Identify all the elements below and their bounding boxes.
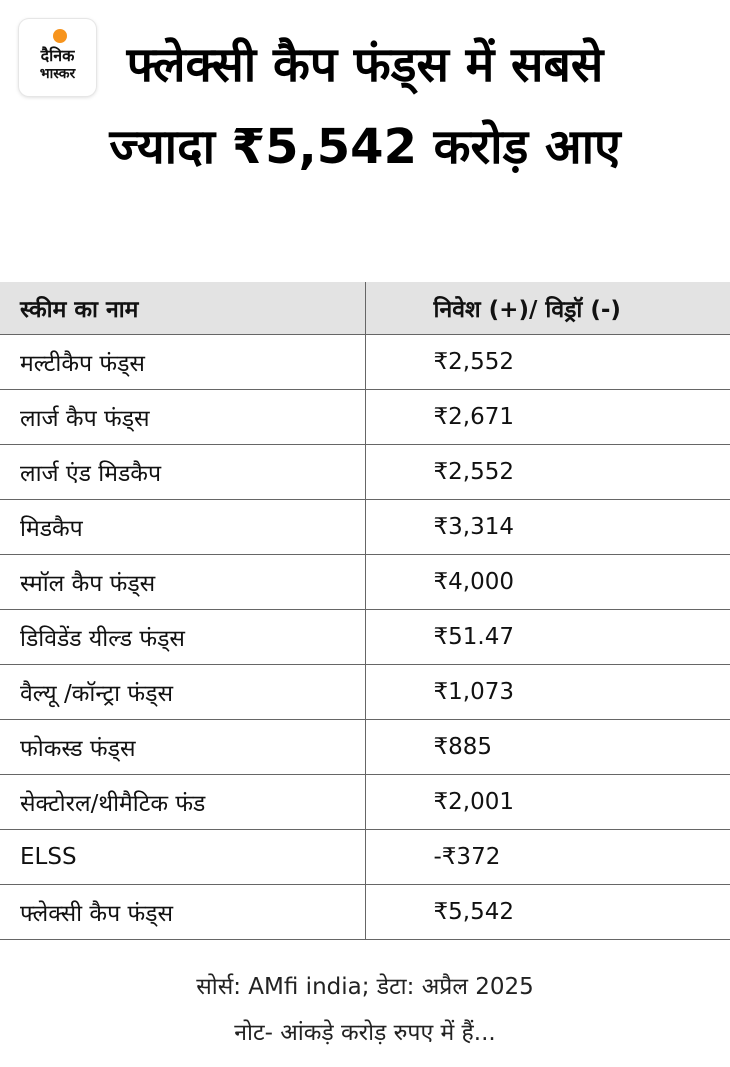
sun-icon <box>53 29 67 43</box>
scheme-name: सेक्टोरल/थीमैटिक फंड <box>0 775 365 830</box>
scheme-name: वैल्यू /कॉन्ट्रा फंड्स <box>0 665 365 720</box>
header <box>0 0 730 262</box>
source-line: सोर्स: AMfi india; डेटा: अप्रैल 2025 <box>196 974 534 1000</box>
column-header-scheme: स्कीम का नाम <box>0 282 365 335</box>
table-header-row <box>0 282 730 335</box>
investment-value: ₹2,552 <box>365 335 730 390</box>
scheme-name: डिविडेंड यील्ड फंड्स <box>0 610 365 665</box>
logo-text-line1: दैनिक <box>40 46 75 65</box>
investment-value: -₹372 <box>365 830 730 885</box>
scheme-name: ELSS <box>0 830 365 885</box>
scheme-name: फ्लेक्सी कैप फंड्स <box>0 885 365 940</box>
table-row <box>0 830 730 885</box>
scheme-name: लार्ज कैप फंड्स <box>0 390 365 445</box>
investment-value: ₹1,073 <box>365 665 730 720</box>
table-row <box>0 665 730 720</box>
investment-value: ₹885 <box>365 720 730 775</box>
investment-value: ₹2,001 <box>365 775 730 830</box>
investment-value: ₹3,314 <box>365 500 730 555</box>
column-header-investment: निवेश (+)/ विड्रॉ (-) <box>365 282 730 335</box>
investment-value: ₹4,000 <box>365 555 730 610</box>
investment-value: ₹5,542 <box>365 885 730 940</box>
table-row <box>0 445 730 500</box>
table-row <box>0 610 730 665</box>
scheme-name: लार्ज एंड मिडकैप <box>0 445 365 500</box>
dainik-bhaskar-logo <box>19 19 96 96</box>
table-row <box>0 555 730 610</box>
note-line: नोट- आंकड़े करोड़ रुपए में हैं... <box>234 1020 496 1046</box>
table-row <box>0 500 730 555</box>
table-row <box>0 885 730 940</box>
table-row <box>0 775 730 830</box>
scheme-name: मल्टीकैप फंड्स <box>0 335 365 390</box>
page-title: फ्लेक्सी कैप फंड्स में सबसे ज्यादा ₹5,542 करोड़ आए <box>109 37 621 175</box>
funds-table <box>0 282 730 940</box>
logo-text-line2: भास्कर <box>39 66 76 82</box>
table-row <box>0 720 730 775</box>
investment-value: ₹51.47 <box>365 610 730 665</box>
scheme-name: स्मॉल कैप फंड्स <box>0 555 365 610</box>
table-row <box>0 335 730 390</box>
table-row <box>0 390 730 445</box>
scheme-name: फोकस्ड फंड्स <box>0 720 365 775</box>
investment-value: ₹2,671 <box>365 390 730 445</box>
investment-value: ₹2,552 <box>365 445 730 500</box>
scheme-name: मिडकैप <box>0 500 365 555</box>
